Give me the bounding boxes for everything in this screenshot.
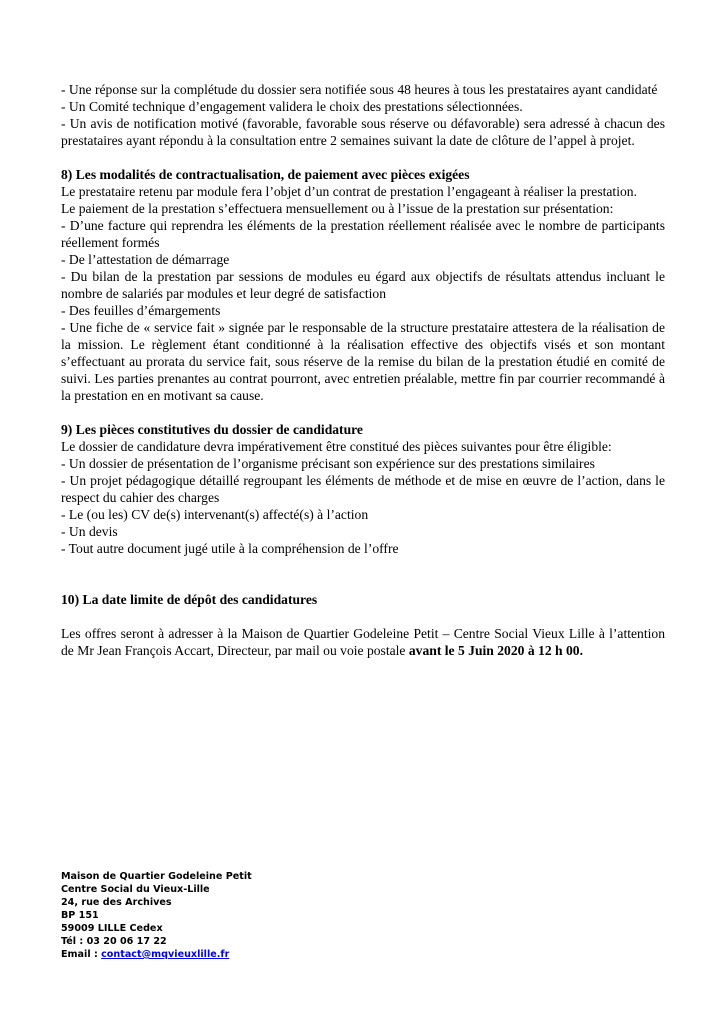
- section-9-paragraph: - Un projet pédagogique détaillé regroupant les éléments de méthode et de mise en œuvre de l’action, dans le respect du cahier des charges: [61, 473, 665, 505]
- footer-phone: Tél : 03 20 06 17 22: [61, 936, 167, 947]
- footer-organisation-name: Maison de Quartier Godeleine Petit: [61, 871, 252, 882]
- section-10-heading: 10) La date limite de dépôt des candidatures: [61, 592, 318, 607]
- section-8-paragraph: - Du bilan de la prestation par sessions de modules eu égard aux objectifs de résultats attendus incluant le nombre de salariés par modules et leur degré de satisfaction: [61, 269, 665, 301]
- footer-street: 24, rue des Archives: [61, 897, 172, 908]
- footer-email-label: Email :: [61, 949, 102, 960]
- section-8-paragraph: Le paiement de la prestation s’effectuera mensuellement ou à l’issue de la prestation sur présentation:: [61, 201, 614, 216]
- document-body: [61, 81, 665, 659]
- section-8-heading: 8) Les modalités de contractualisation, de paiement avec pièces exigées: [61, 167, 470, 182]
- section-9-paragraph: - Tout autre document jugé utile à la compréhension de l’offre: [61, 541, 399, 556]
- footer-city: 59009 LILLE Cedex: [61, 923, 163, 934]
- section-9-heading: 9) Les pièces constitutives du dossier de candidature: [61, 422, 363, 437]
- section-10-text: Les offres seront à adresser à la Maison de Quartier Godeleine Petit – Centre Social Vieux Lille à l’attention de Mr Jean François Accart, Directeur, par mail ou voie postale: [61, 626, 665, 658]
- intro-paragraph: - Un avis de notification motivé (favorable, favorable sous réserve ou défavorable) sera adressé à chacun des prestataires ayant répondu à la consultation entre 2 semaines suivant la date de clôture de l’appel à projet.: [61, 116, 665, 148]
- footer-po-box: BP 151: [61, 910, 99, 921]
- section-10-paragraph: [61, 625, 665, 659]
- section-8-paragraph: Le prestataire retenu par module fera l’objet d’un contrat de prestation l’engageant à réaliser la prestation.: [61, 184, 637, 199]
- footer-email-line: [61, 948, 252, 961]
- section-8-paragraph: - Une fiche de « service fait » signée par le responsable de la structure prestataire attestera de la réalisation de la mission. Le règlement étant conditionné à la réalisation effective des objectifs visés et son montant s’effectuant au prorata du service fait, sous réserve de la remise du bilan de la prestation étudié en comité de suivi. Les parties prenantes au contrat pourront, avec entretien préalable, mettre fin par courrier recommandé à la prestation en en motivant sa cause.: [61, 320, 665, 403]
- address-footer: [61, 870, 252, 961]
- deadline-text: avant le 5 Juin 2020 à 12 h 00.: [408, 643, 583, 658]
- section-9-paragraph: - Le (ou les) CV de(s) intervenant(s) affecté(s) à l’action: [61, 507, 369, 522]
- section-9-paragraph: - Un dossier de présentation de l’organisme précisant son expérience sur des prestations similaires: [61, 456, 595, 471]
- section-9-paragraph: Le dossier de candidature devra impérativement être constitué des pièces suivantes pour être éligible:: [61, 439, 612, 454]
- section-9-paragraph: - Un devis: [61, 524, 118, 539]
- section-8-paragraph: - D’une facture qui reprendra les éléments de la prestation réellement réalisée avec le nombre de participants réellement formés: [61, 218, 665, 250]
- section-8-paragraph: - Des feuilles d’émargements: [61, 303, 221, 318]
- footer-centre-name: Centre Social du Vieux-Lille: [61, 884, 210, 895]
- email-link[interactable]: contact@mqvieuxlille.fr: [101, 949, 230, 960]
- section-8-paragraph: - De l’attestation de démarrage: [61, 252, 230, 267]
- intro-paragraph: - Un Comité technique d’engagement validera le choix des prestations sélectionnées.: [61, 99, 523, 114]
- intro-paragraph: - Une réponse sur la complétude du dossier sera notifiée sous 48 heures à tous les prestataires ayant candidaté: [61, 82, 658, 97]
